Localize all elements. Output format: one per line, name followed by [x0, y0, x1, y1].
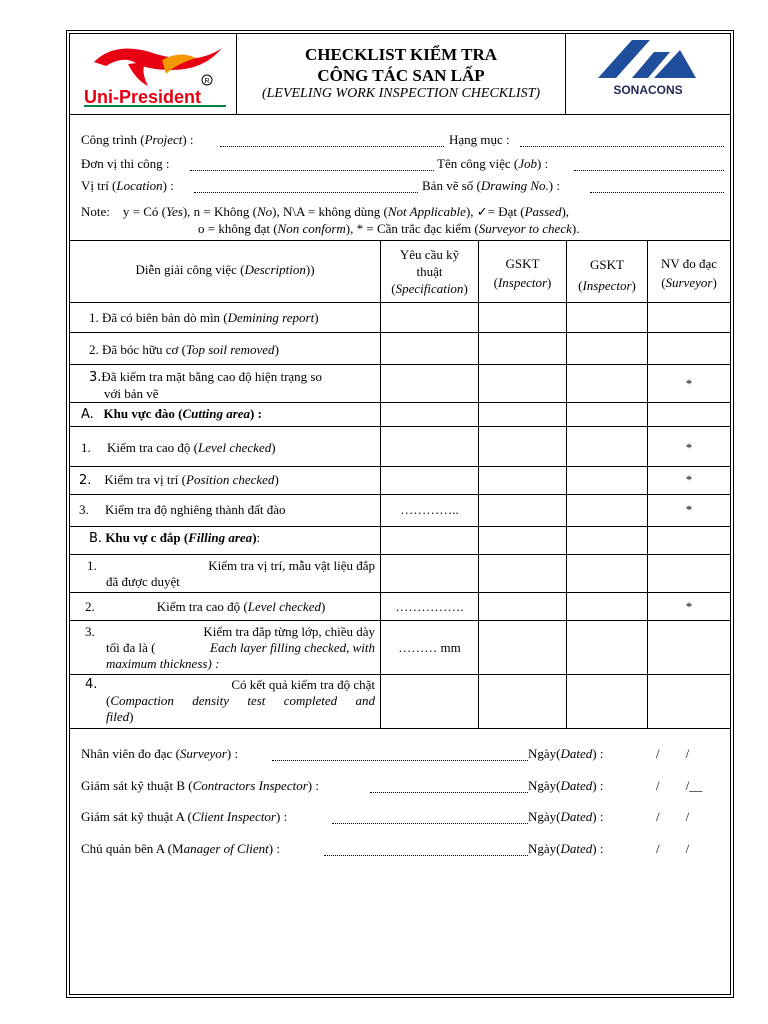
row-a1: 1. Kiểm tra cao độ (Level checked) — [81, 440, 276, 455]
sig-contractor-label: Giám sát kỹ thuật B (Contractors Inspector) : — [81, 778, 319, 793]
item-field[interactable] — [520, 136, 724, 147]
row-b1: 1. Kiểm tra vị trí, mẫu vật liệu đắp đã được duyệt — [87, 558, 375, 589]
page-title — [237, 44, 565, 86]
title-line-2: CÔNG TÁC SAN LẤP — [317, 66, 485, 85]
sig-surveyor-date-sep: / / — [656, 746, 690, 761]
sig-contractor-field[interactable] — [370, 782, 528, 793]
sig-manager-field[interactable] — [324, 845, 528, 856]
header-col-divider-2 — [565, 33, 566, 114]
sig-manager-date: Ngày(Dated) : — [528, 841, 604, 856]
sig-client-inspector-field[interactable] — [332, 813, 528, 824]
sig-surveyor-label: Nhân viên đo đạc (Surveyor) : — [81, 746, 239, 761]
section-b-heading: B. Khu vự c đắp (Filling area): — [89, 530, 261, 546]
row-b2-surveyor: * — [685, 599, 693, 614]
contractor-field[interactable] — [190, 160, 434, 171]
row-a1-surveyor: * — [685, 440, 693, 455]
item-label: Hạng mục : — [449, 132, 510, 147]
project-field[interactable] — [220, 136, 444, 147]
row-a3-surveyor: * — [685, 502, 693, 517]
sig-manager-date-sep: / / — [656, 841, 690, 856]
drawing-field[interactable] — [590, 182, 724, 193]
row-b2-spec: ……………. — [395, 599, 464, 614]
col-description-header: Diễn giải công việc (Description)) — [135, 262, 315, 277]
note-line-1: Note: y = Có (Yes), n = Không (No), N\A = không dùng (Not Applicable), ✓= Đạt (Passed), — [81, 204, 570, 219]
sig-client-inspector-date: Ngày(Dated) : — [528, 809, 604, 824]
row-demining: 1. Đã có biên bản dò mìn (Demining report) — [89, 310, 319, 325]
job-field[interactable] — [574, 160, 724, 171]
sig-manager-label: Chủ quản bên A (Manager of Client) : — [81, 841, 280, 856]
sig-surveyor-field[interactable] — [272, 750, 528, 761]
svg-text:R: R — [204, 78, 210, 85]
row-a2: 2. Kiểm tra vị trí (Position checked) — [79, 472, 279, 488]
sig-contractor-date-sep: / /__ — [656, 778, 703, 793]
section-a-heading: A. Khu vực đào (Cutting area) : — [81, 406, 262, 422]
sig-client-inspector-label: Giám sát kỹ thuật A (Client Inspector) : — [81, 809, 288, 824]
job-label: Tên công việc (Job) : — [437, 156, 549, 171]
row-b3: 3. Kiểm tra đắp từng lớp, chiều dày tối đa là ( Each layer filling checked, with maximum thickness) : — [85, 624, 375, 671]
row-site-level-surveyor: * — [685, 376, 693, 391]
sonacons-logo — [592, 38, 704, 102]
row-topsoil: 2. Đã bóc hữu cơ (Top soil removed) — [89, 342, 279, 357]
note-line-2: o = không đạt (Non conform), * = Cần trắc đạc kiểm (Surveyor to check). — [198, 221, 580, 236]
title-line-1: CHECKLIST KIỂM TRA — [304, 45, 498, 64]
col-surveyor-header: NV đo đạc (Surveyor) — [660, 256, 718, 290]
sig-client-inspector-date-sep: / / — [656, 809, 690, 824]
project-label: Công trình (Project) : — [81, 132, 194, 147]
logo-text: Uni-President — [84, 87, 202, 107]
sonacons-text: SONACONS — [613, 83, 683, 97]
row-b3-spec: ……… mm — [398, 640, 461, 655]
col-gskt-1-header: GSKT (Inspector) — [493, 256, 552, 290]
drawing-label: Bản vẽ số (Drawing No.) : — [422, 178, 560, 193]
contractor-label: Đơn vị thi công : — [81, 156, 170, 171]
row-a3-spec: ………….. — [400, 502, 459, 517]
location-label: Vị trí (Location) : — [81, 178, 174, 193]
header-divider — [69, 114, 731, 115]
row-a3: 3. Kiểm tra độ nghiêng thành đất đào — [79, 502, 286, 517]
row-a2-surveyor: * — [685, 472, 693, 487]
uni-president-logo — [76, 40, 232, 108]
location-field[interactable] — [194, 182, 418, 193]
row-site-level: 3.Đã kiểm tra mặt bằng cao độ hiện trạng so với bản vẽ — [89, 369, 322, 401]
row-b2: 2. Kiểm tra cao độ (Level checked) — [85, 599, 326, 614]
page-subtitle: (LEVELING WORK INSPECTION CHECKLIST) — [261, 86, 541, 101]
sig-surveyor-date: Ngày(Dated) : — [528, 746, 604, 761]
row-b4: 4. Có kết quả kiểm tra độ chặt ( Compaction density test completed and filed) — [85, 677, 375, 724]
col-gskt-2-header: GSKT (Inspector) — [578, 257, 636, 293]
col-spec-header: Yêu cầu kỹ thuật (Specification) — [391, 247, 468, 296]
sig-contractor-date: Ngày(Dated) : — [528, 778, 604, 793]
